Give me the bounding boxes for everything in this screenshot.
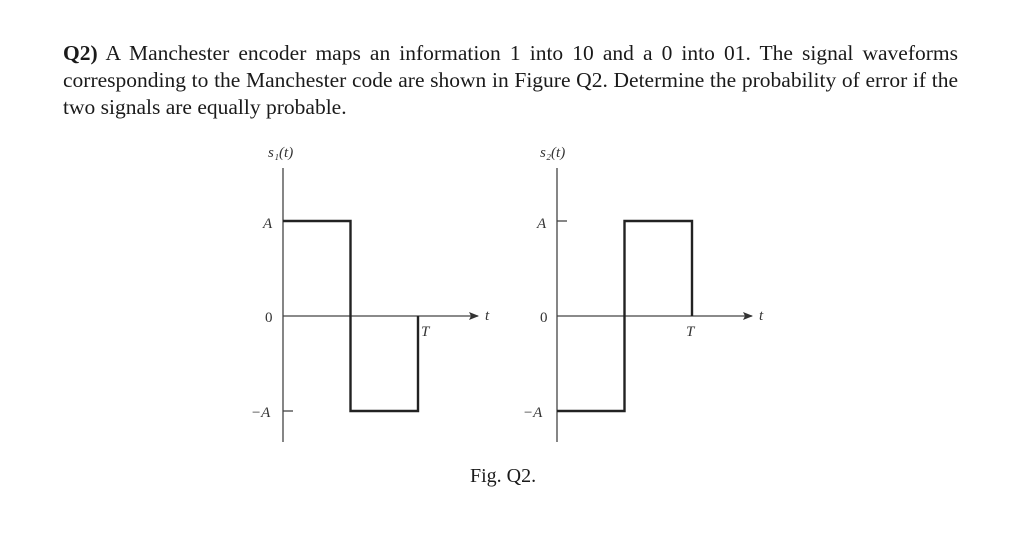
plot-s2 [523, 145, 764, 442]
figure-caption: Fig. Q2. [470, 465, 537, 487]
plot-s1-title: s₁(t) [268, 145, 294, 161]
plot-s2-tick-label-t-period: T [686, 324, 695, 340]
plot-s2-title: s₂(t) [540, 145, 566, 161]
question-number: Q2) [63, 41, 98, 65]
plot-s1-tick-label-minus-a: −A [251, 405, 271, 421]
plot-s2-tick-label-a: A [537, 216, 547, 232]
plot-s2-tick-label-minus-a: −A [523, 405, 543, 421]
plot-s2-tick-label-zero: 0 [540, 310, 548, 326]
plot-s1-tick-label-a: A [263, 216, 273, 232]
plot-s2-x-axis-label: t [759, 308, 764, 324]
plot-s1 [251, 145, 490, 442]
plot-s1-tick-label-zero: 0 [265, 310, 273, 326]
question-body: A Manchester encoder maps an information 1 into 10 and a 0 into 01. The signal waveforms corresponding to the Manchester code are shown in Figure Q2. Determine the probability of error if the two signals are equally probable. [63, 41, 958, 119]
plot-s1-x-axis-label: t [485, 308, 490, 324]
plot-s1-tick-label-t-period: T [421, 324, 430, 340]
